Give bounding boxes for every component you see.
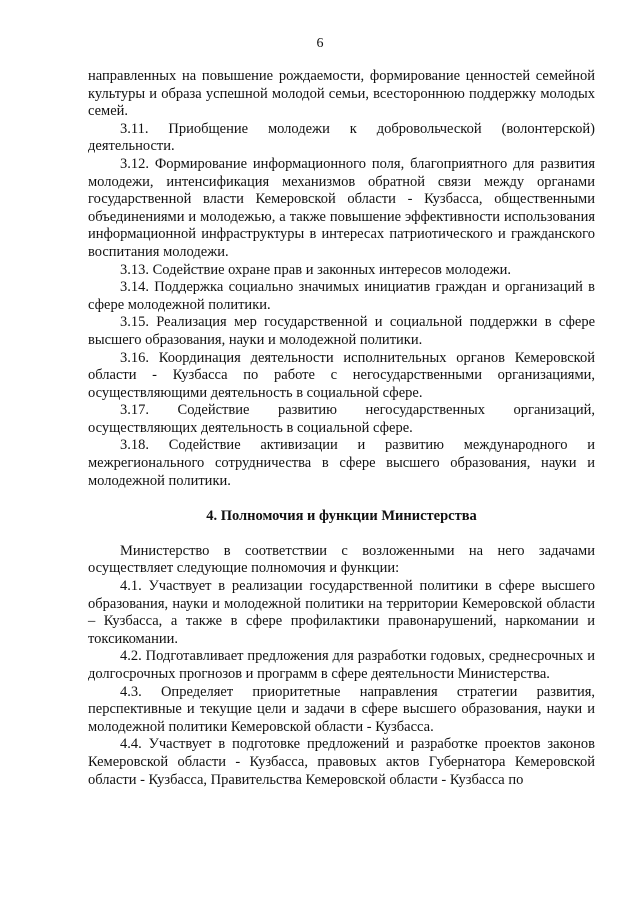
paragraph: 3.14. Поддержка социально значимых инициатив граждан и организаций в сфере молодежной политики. — [88, 279, 595, 313]
page-number: 6 — [316, 36, 324, 51]
paragraph: 4.1. Участвует в реализации государственной политики в сфере высшего образования, науки и молодежной политики на территории Кемеровской области – Кузбасса, а также в сфере профилактики правонарушений, наркомании и токсикомании. — [88, 578, 595, 647]
paragraph: Министерство в соответствии с возложенными на него задачами осуществляет следующие полномочия и функции: — [88, 542, 595, 577]
paragraph: 3.13. Содействие охране прав и законных интересов молодежи. — [120, 261, 511, 278]
paragraphs-before-section — [88, 68, 595, 490]
paragraph: направленных на повышение рождаемости, формирование ценностей семейной культуры и образа успешной молодой семьи, всестороннюю поддержку молодых семей. — [88, 68, 595, 120]
paragraph: 3.12. Формирование информационного поля, благоприятного для развития молодежи, интенсификация механизмов обратной связи между органами государственной власти Кемеровской области - Кузбасса, общественными объединениями и молодежью, а также повышение эффективности использования информационной инфраструктуры в интересах патриотического и гражданского воспитания молодежи. — [88, 155, 595, 260]
paragraph: 3.18. Содействие активизации и развитию международного и межрегионального сотрудничества в сфере высшего образования, науки и молодежной политики. — [88, 437, 595, 489]
paragraph: 3.17. Содействие развитию негосударственных организаций, осуществляющих деятельность в социальной сфере. — [88, 402, 595, 436]
paragraph: 3.16. Координация деятельности исполнительных органов Кемеровской области - Кузбасса по работе с негосударственными организациями, осуществляющими деятельность в социальной сфере. — [88, 349, 595, 401]
paragraph: 4.4. Участвует в подготовке предложений и разработке проектов законов Кемеровской области - Кузбасса, правовых актов Губернатора Кемеровской области - Кузбасса, Правительства Кемеровской области - Кузбасса по — [88, 736, 595, 788]
paragraph: 3.11. Приобщение молодежи к добровольческой (волонтерской) деятельности. — [88, 120, 595, 155]
paragraph: 3.15. Реализация мер государственной и социальной поддержки в сфере высшего образования, науки и молодежной политики. — [88, 314, 595, 348]
paragraph: 4.3. Определяет приоритетные направления стратегии развития, перспективные и текущие цели и задачи в сфере высшего образования, науки и молодежной политики Кемеровской области - Кузбасса. — [88, 683, 595, 735]
paragraph: 4.2. Подготавливает предложения для разработки годовых, среднесрочных и долгосрочных прогнозов и программ в сфере деятельности Министерства. — [88, 648, 595, 682]
section-heading: 4. Полномочия и функции Министерства — [206, 508, 477, 525]
paragraphs-after-section — [88, 543, 595, 789]
document-body — [88, 68, 595, 789]
